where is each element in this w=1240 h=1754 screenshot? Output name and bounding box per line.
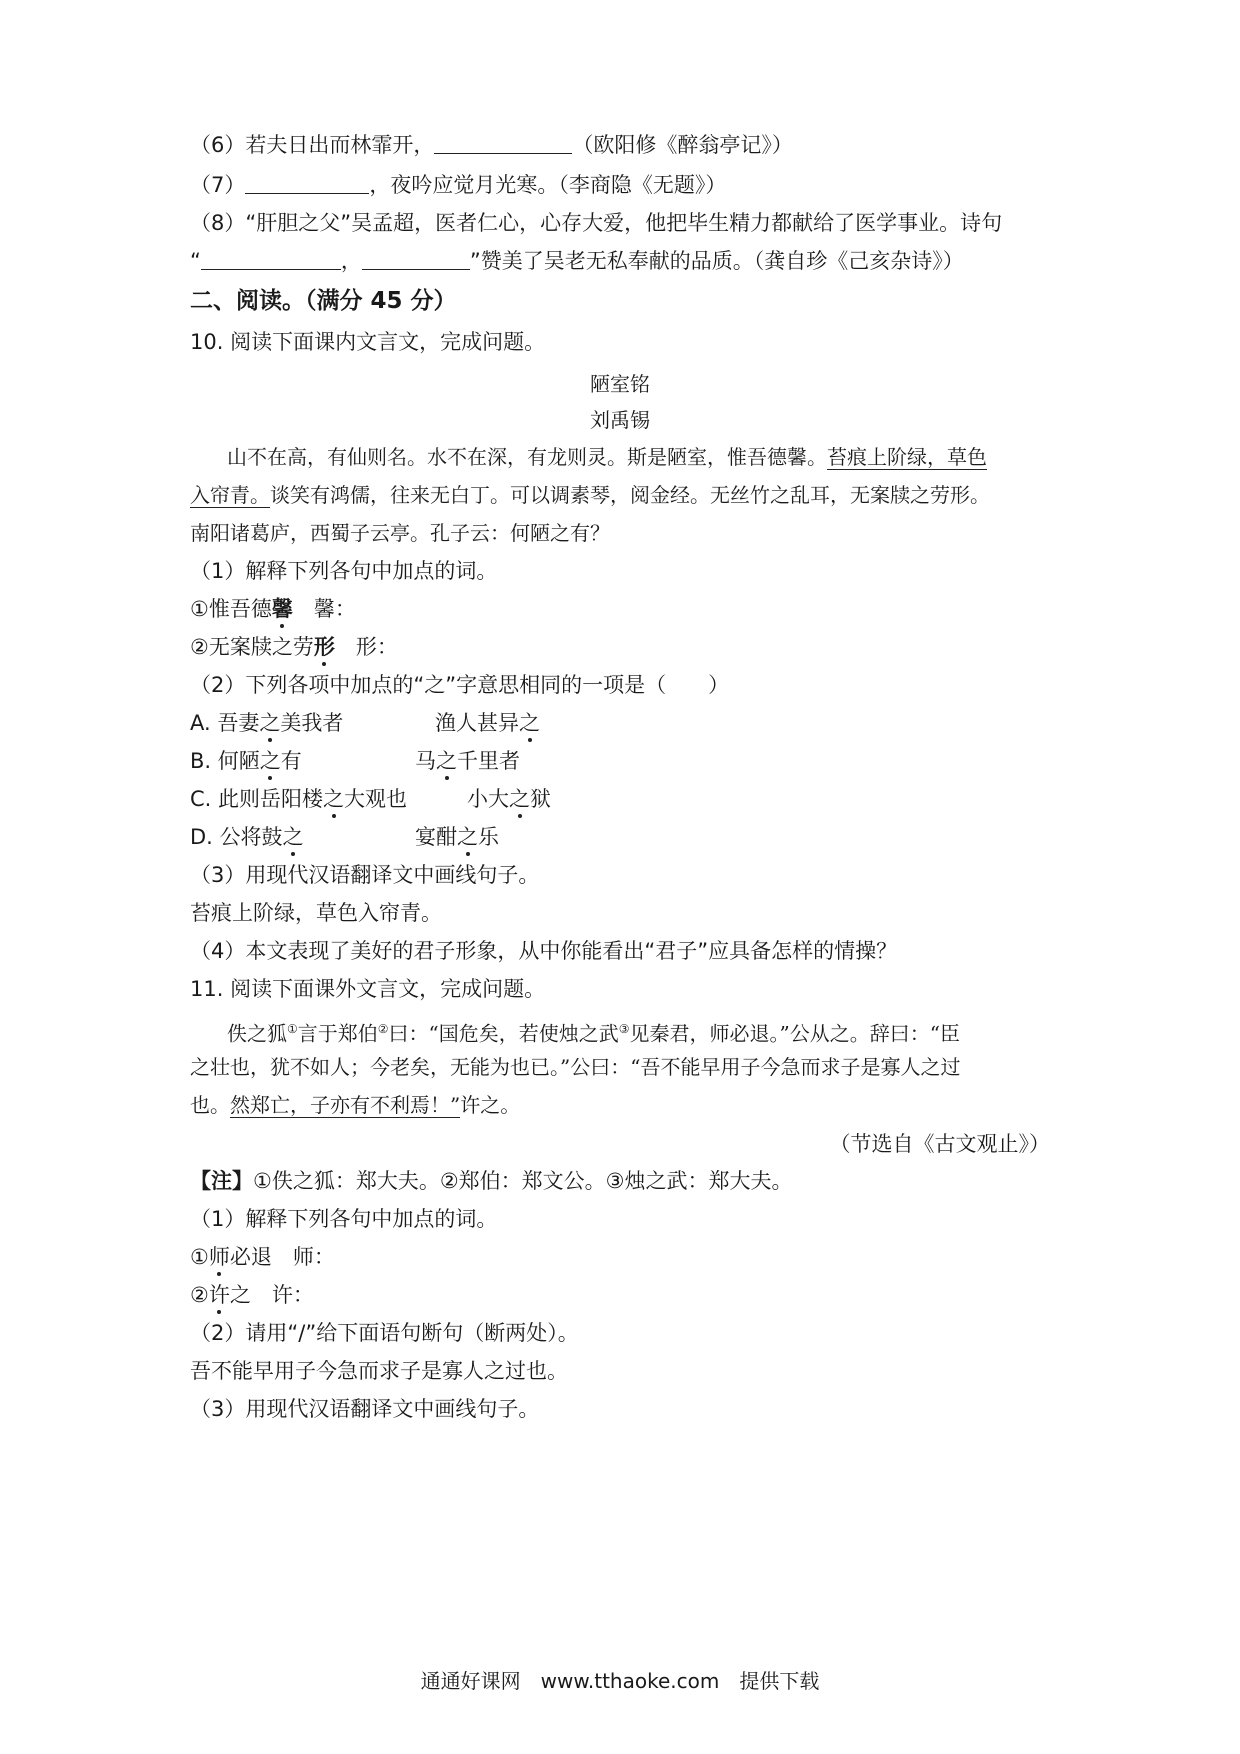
fill-item-6-source: （欧阳修《醉翁亭记》） <box>572 133 793 157</box>
fill-item-7-num: （7） <box>190 173 246 197</box>
q10-passage-line3: 南阳诸葛庐，西蜀子云亭。孔子云：何陋之有？ <box>190 521 610 545</box>
passage-text: 曰：“国危矣，若使烛之武 <box>388 1021 619 1046</box>
item-text: ②无案牍之劳 <box>190 635 314 659</box>
q11-sub2-text: 吾不能早用子今急而求子是寡人之过也。 <box>190 1359 568 1383</box>
underlined-sentence: 然郑亡，子亦有不利焉！” <box>230 1093 461 1117</box>
option-d-left <box>190 822 415 852</box>
option-text: 美我者 <box>280 711 344 735</box>
passage-text: 山不在高，有仙则名。水不在深，有龙则灵。斯是陋室，惟吾德馨。 <box>227 445 827 469</box>
fill-item-8-line2 <box>190 246 964 276</box>
option-text: 马 <box>415 749 436 773</box>
dotted-word: 许 <box>208 1283 230 1307</box>
fill-item-6 <box>190 130 793 160</box>
dotted-word: 之 <box>436 749 457 773</box>
q10-sub1-item1 <box>190 594 356 624</box>
footnote-marker: ② <box>377 1022 389 1036</box>
q10-sub3-text: 苔痕上阶绿，草色入帘青。 <box>190 901 442 925</box>
q10-sub1: （1）解释下列各句中加点的词。 <box>190 559 498 583</box>
option-text: 大观也 <box>344 787 408 811</box>
q10-sub4: （4）本文表现了美好的君子形象，从中你能看出“君子”应具备怎样的情操？ <box>190 939 898 963</box>
option-text: 渔人甚异 <box>435 711 519 735</box>
q11-sub1-item1 <box>190 1242 335 1272</box>
option-text: 有 <box>280 749 302 773</box>
option-a[interactable] <box>190 708 540 738</box>
option-text: 宴酣 <box>415 825 457 849</box>
q11-passage-line3 <box>190 1090 520 1120</box>
q10-passage-line2 <box>190 480 990 510</box>
q11-intro: 11. 阅读下面课外文言文，完成问题。 <box>190 977 546 1001</box>
dotted-word: 馨 <box>271 597 293 621</box>
passage-text: 也。 <box>190 1093 230 1117</box>
passage-text: 言于郑伯 <box>297 1021 378 1046</box>
passage-title: 陋室铭 <box>590 372 650 396</box>
q11-sub1: （1）解释下列各句中加点的词。 <box>190 1207 498 1231</box>
option-a-left <box>190 708 435 738</box>
q10-passage-line1 <box>227 442 987 472</box>
fill-item-8-text: ”赞美了吴老无私奉献的品质。（龚自珍《己亥杂诗》） <box>469 249 964 273</box>
answer-blank[interactable] <box>245 173 369 194</box>
underlined-sentence: 苔痕上阶绿，草色 <box>827 445 987 469</box>
dotted-word: 之 <box>323 787 345 811</box>
option-text: 狱 <box>530 787 551 811</box>
passage-text: 佚之狐 <box>227 1021 287 1046</box>
footer-credit: 通通好课网 www.tthaoke.com 提供下载 <box>420 1669 820 1693</box>
q10-sub1-item2 <box>190 632 398 662</box>
option-d[interactable] <box>190 822 499 852</box>
dotted-word: 之 <box>259 711 281 735</box>
dotted-word: 形 <box>313 635 335 659</box>
item-text: 必退 师： <box>229 1245 335 1269</box>
item-text: ① <box>190 1245 209 1269</box>
option-b-right <box>415 749 520 773</box>
answer-blank[interactable] <box>201 249 341 270</box>
dotted-word: 之 <box>457 825 478 849</box>
section-heading: 二、阅读。（满分 45 分） <box>190 288 457 314</box>
q11-sub3: （3）用现代汉语翻译文中画线句子。 <box>190 1397 540 1421</box>
footnote-marker: ① <box>287 1022 298 1036</box>
option-b-left <box>190 746 415 776</box>
note-label: 【注】 <box>190 1169 253 1193</box>
q10-sub3: （3）用现代汉语翻译文中画线句子。 <box>190 863 540 887</box>
option-b[interactable] <box>190 746 520 776</box>
comma: ， <box>340 249 362 273</box>
passage-source: （节选自《古文观止》） <box>829 1132 1050 1156</box>
answer-blank[interactable] <box>362 249 470 270</box>
option-c[interactable] <box>190 784 551 814</box>
option-text: B. 何陋 <box>190 749 260 773</box>
passage-text: 谈笑有鸿儒，往来无白丁。可以调素琴，阅金经。无丝竹之乱耳，无案牍之劳形。 <box>270 483 990 507</box>
passage-author: 刘禹锡 <box>590 408 650 432</box>
underlined-sentence: 入帘青。 <box>190 483 270 507</box>
option-c-left <box>190 784 467 814</box>
option-text: C. 此则岳阳楼 <box>190 787 324 811</box>
q11-notes <box>190 1166 792 1196</box>
q10-intro: 10. 阅读下面课内文言文，完成问题。 <box>190 330 546 354</box>
option-text: D. 公将鼓 <box>190 825 283 849</box>
option-d-right <box>415 825 499 849</box>
option-text: A. 吾妻 <box>190 711 260 735</box>
item-text: ①惟吾德 <box>190 597 272 621</box>
option-text: 千里者 <box>457 749 520 773</box>
q10-sub2: （2）下列各项中加点的“之”字意思相同的一项是（ ） <box>190 673 730 697</box>
option-text: 乐 <box>478 825 499 849</box>
passage-text: 见秦君，师必退。”公从之。辞曰：“臣 <box>629 1021 960 1046</box>
footnote-marker: ③ <box>618 1022 630 1036</box>
dotted-word: 师 <box>208 1245 230 1269</box>
dotted-word: 之 <box>519 711 540 735</box>
quote-open: “ <box>190 249 201 273</box>
item-text: ② <box>190 1283 209 1307</box>
option-text: 小大 <box>467 787 509 811</box>
item-text: 之 许： <box>229 1283 314 1307</box>
note-text: ①佚之狐：郑大夫。②郑伯：郑文公。③烛之武：郑大夫。 <box>253 1169 793 1193</box>
passage-text: 许之。 <box>460 1093 521 1117</box>
item-label: 馨： <box>292 597 356 621</box>
option-a-right <box>435 711 540 735</box>
fill-item-6-text: （6）若夫日出而林霏开， <box>190 133 435 157</box>
dotted-word: 之 <box>509 787 530 811</box>
q11-sub2: （2）请用“/”给下面语句断句（断两处）。 <box>190 1321 579 1345</box>
fill-item-7 <box>190 170 726 200</box>
q11-passage-line1 <box>227 1014 960 1049</box>
q11-passage-line2: 之壮也，犹不如人；今老矣，无能为也已。”公曰：“吾不能早用子今急而求子是寡人之过 <box>190 1055 961 1079</box>
q11-sub1-item2 <box>190 1280 314 1310</box>
fill-item-8-line1: （8）“肝胆之父”吴孟超，医者仁心，心存大爱，他把毕生精力都献给了医学事业。诗句 <box>190 211 1003 235</box>
item-label: 形： <box>334 635 398 659</box>
dotted-word: 之 <box>282 825 304 849</box>
fill-item-7-text: ，夜吟应觉月光寒。（李商隐《无题》） <box>369 173 727 197</box>
dotted-word: 之 <box>259 749 281 773</box>
option-c-right <box>467 787 551 811</box>
answer-blank[interactable] <box>434 133 572 154</box>
